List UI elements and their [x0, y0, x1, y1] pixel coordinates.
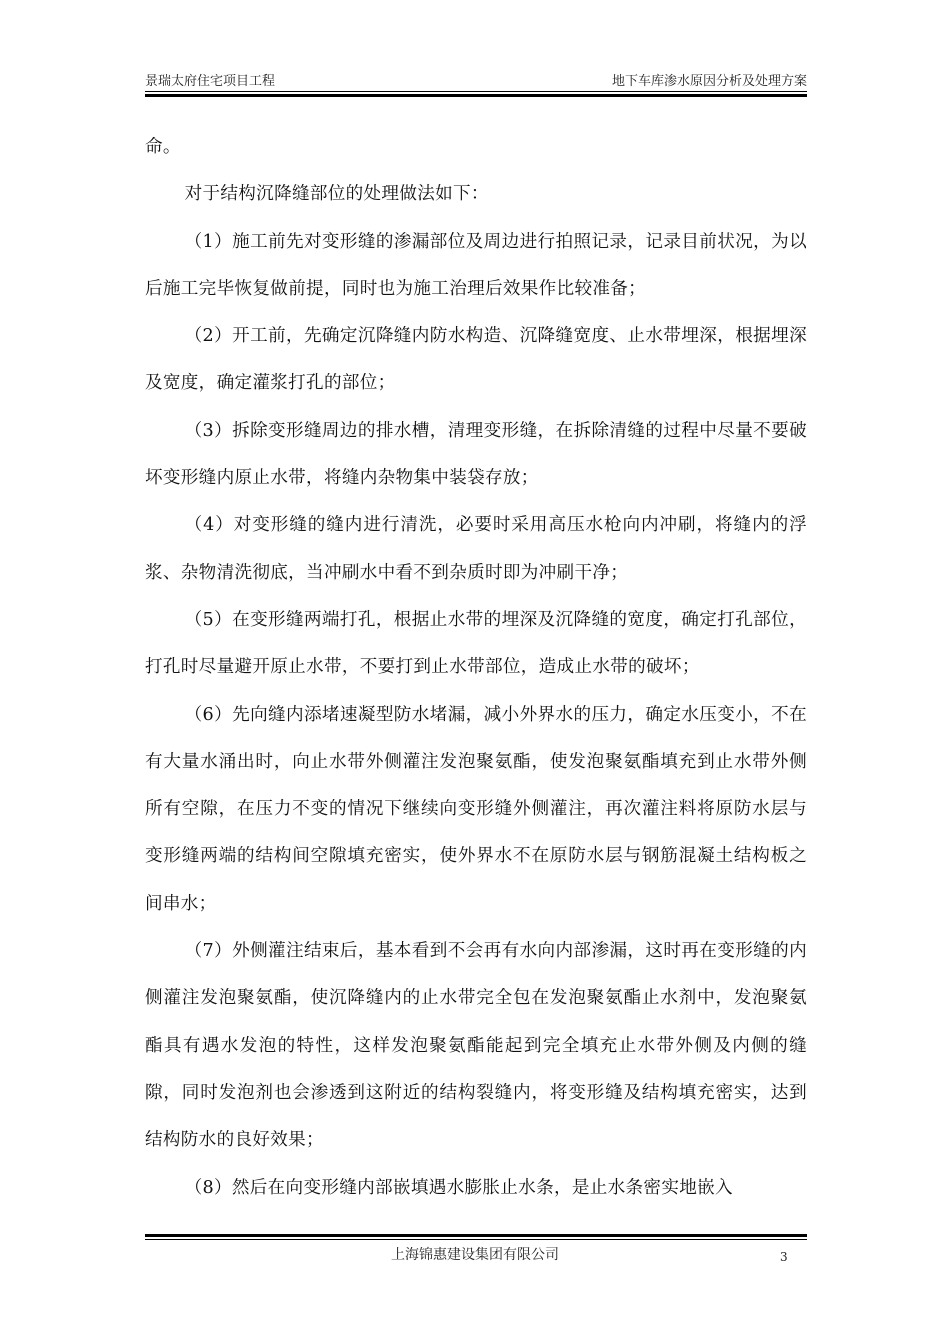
header-rule-thin: [145, 91, 807, 92]
body-text: [145, 124, 807, 1212]
paragraph-step-4: （4）对变形缝的缝内进行清洗，必要时采用高压水枪向内冲刷，将缝内的浮浆、杂物清洗彻底，当冲刷水中看不到杂质时即为冲刷干净；: [145, 515, 807, 583]
paragraph-step-3: （3）拆除变形缝周边的排水槽，清理变形缝，在拆除清缝的过程中尽量不要破坏变形缝内原止水带，将缝内杂物集中装袋存放；: [145, 420, 807, 489]
footer-rule-thin: [145, 1239, 807, 1240]
paragraph-continuation: 命。: [145, 137, 181, 157]
footer-rule-thick: [145, 1234, 807, 1237]
page-header: [145, 70, 807, 90]
header-project-title: 景瑞太府住宅项目工程: [145, 74, 276, 89]
paragraph-intro: 对于结构沉降缝部位的处理做法如下：: [184, 184, 489, 205]
paragraph-step-7: （7）外侧灌注结束后，基本看到不会再有水向内部渗漏，这时再在变形缝的内侧灌注发泡聚氨酯，使沉降缝内的止水带完全包在发泡聚氨酯止水剂中，发泡聚氨酯具有遇水发泡的特性，这样发泡聚氨酯能起到完全填充止水带外侧及内侧的缝隙，同时发泡剂也会渗透到这附近的结构裂缝内，将变形缝及结构填充密实，达到结构防水的良好效果；: [145, 941, 807, 1151]
paragraph-step-5: （5）在变形缝两端打孔，根据止水带的埋深及沉降缝的宽度，确定打孔部位，打孔时尽量避开原止水带，不要打到止水带部位，造成止水带的破坏；: [145, 609, 807, 678]
paragraph-step-8: （8）然后在向变形缝内部嵌填遇水膨胀止水条，是止水条密实地嵌入: [184, 1177, 733, 1198]
paragraph-step-2: （2）开工前，先确定沉降缝内防水构造、沉降缝宽度、止水带埋深，根据埋深及宽度，确定灌浆打孔的部位；: [145, 326, 807, 394]
page-number: 3: [780, 1250, 788, 1264]
paragraph-step-6: （6）先向缝内添堵速凝型防水堵漏，减小外界水的压力，确定水压变小，不在有大量水涌出时，向止水带外侧灌注发泡聚氨酯，使发泡聚氨酯填充到止水带外侧所有空隙，在压力不变的情况下继续向变形缝外侧灌注，再次灌注料将原防水层与变形缝两端的结构间空隙填充密实，使外界水不在原防水层与钢筋混凝土结构板之间串水；: [145, 704, 807, 914]
header-rule-thick: [145, 94, 807, 97]
header-document-title: 地下车库渗水原因分析及处理方案: [611, 74, 807, 89]
paragraph-step-1: （1）施工前先对变形缝的渗漏部位及周边进行拍照记录，记录目前状况，为以后施工完毕恢复做前提，同时也为施工治理后效果作比较准备；: [145, 231, 807, 299]
footer-company-name: 上海锦惠建设集团有限公司: [391, 1247, 559, 1263]
